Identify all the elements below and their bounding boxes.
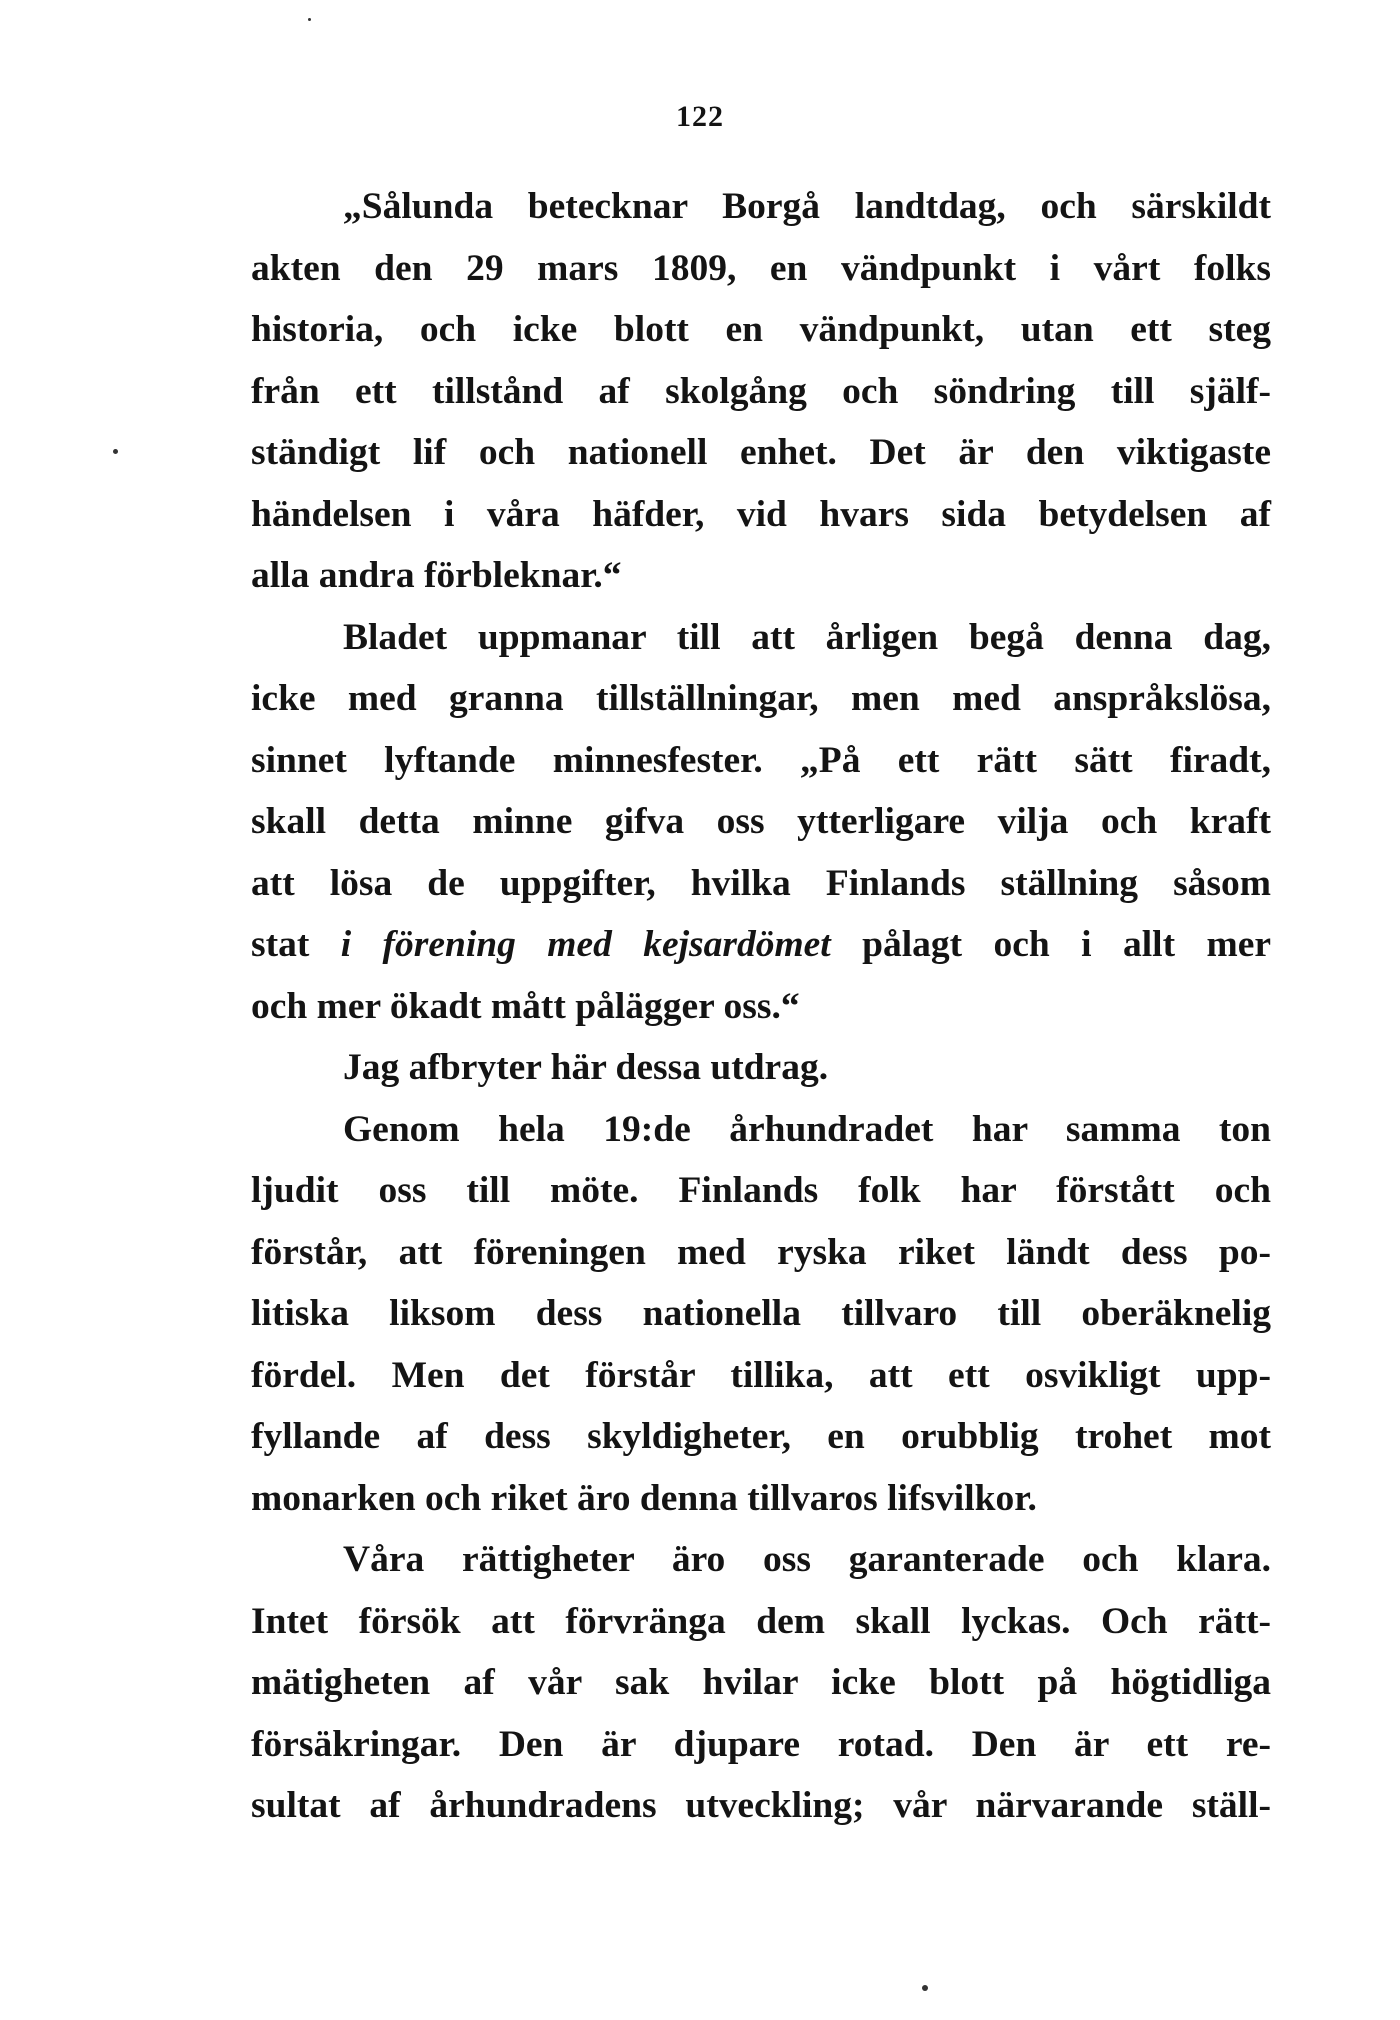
text-line: händelsen i våra häfder, vid hvars sida betydelsen af: [251, 493, 1271, 535]
text-line: att lösa de uppgifter, hvilka Finlands ställning såsom: [251, 862, 1271, 904]
text-line: fördel. Men det förstår tillika, att ett osvikligt upp-: [251, 1354, 1271, 1396]
text-line-with-italic: [251, 914, 1271, 976]
text-line: Våra rättigheter äro oss garanterade och klara.: [343, 1539, 1271, 1580]
scan-speck: [113, 449, 118, 454]
text-segment: stat: [251, 924, 341, 965]
text-line: från ett tillstånd af skolgång och söndring till själf-: [251, 370, 1271, 412]
scan-speck: [922, 1985, 928, 1991]
italic-phrase: i förening med kejsardömet: [340, 924, 831, 965]
text-line: sinnet lyftande minnesfester. „På ett rätt sätt firadt,: [251, 739, 1271, 781]
text-line: ständigt lif och nationell enhet. Det är den viktigaste: [251, 432, 1271, 473]
text-line: skall detta minne gifva oss ytterligare vilja och kraft: [251, 801, 1271, 842]
paragraph-3: [251, 1037, 1271, 1099]
text-line: Intet försök att förvränga dem skall lyckas. Och rätt-: [251, 1600, 1271, 1642]
text-line: historia, och icke blott en vändpunkt, utan ett steg: [251, 309, 1271, 350]
text-line: Genom hela 19:de århundradet har samma ton: [343, 1108, 1271, 1150]
text-line: „Sålunda betecknar Borgå landtdag, och särskildt: [343, 186, 1271, 227]
text-line: Bladet uppmanar till att årligen begå denna dag,: [343, 616, 1271, 658]
text-line: alla andra förbleknar.“: [251, 555, 622, 596]
text-line: Jag afbryter här dessa utdrag.: [343, 1047, 829, 1088]
text-segment: pålagt och i allt mer: [830, 924, 1271, 965]
scan-speck: [308, 18, 311, 21]
text-line: monarken och riket äro denna tillvaros lifsvilkor.: [251, 1477, 1037, 1519]
text-line: sultat af århundradens utveckling; vår närvarande ställ-: [251, 1785, 1271, 1826]
paragraph-4: [251, 1099, 1271, 1530]
text-line: fyllande af dess skyldigheter, en orubblig trohet mot: [251, 1416, 1271, 1457]
text-line: förstår, att föreningen med ryska riket ländt dess po-: [251, 1231, 1271, 1273]
paragraph-1: [251, 176, 1271, 607]
text-line: ljudit oss till möte. Finlands folk har förstått och: [251, 1170, 1271, 1211]
text-line: litiska liksom dess nationella tillvaro till oberäknelig: [251, 1293, 1271, 1334]
paragraph-5: [251, 1529, 1271, 1837]
text-line: och mer ökadt mått pålägger oss.“: [251, 985, 800, 1027]
text-line: icke med granna tillställningar, men med anspråkslösa,: [251, 678, 1271, 719]
body-text: [251, 176, 1271, 1837]
page-number: 122: [676, 100, 724, 133]
text-line: mätigheten af vår sak hvilar icke blott på högtidliga: [251, 1662, 1271, 1703]
text-line: akten den 29 mars 1809, en vändpunkt i vårt folks: [251, 247, 1271, 289]
paragraph-2: [251, 607, 1271, 1038]
text-line: försäkringar. Den är djupare rotad. Den är ett re-: [251, 1723, 1271, 1765]
